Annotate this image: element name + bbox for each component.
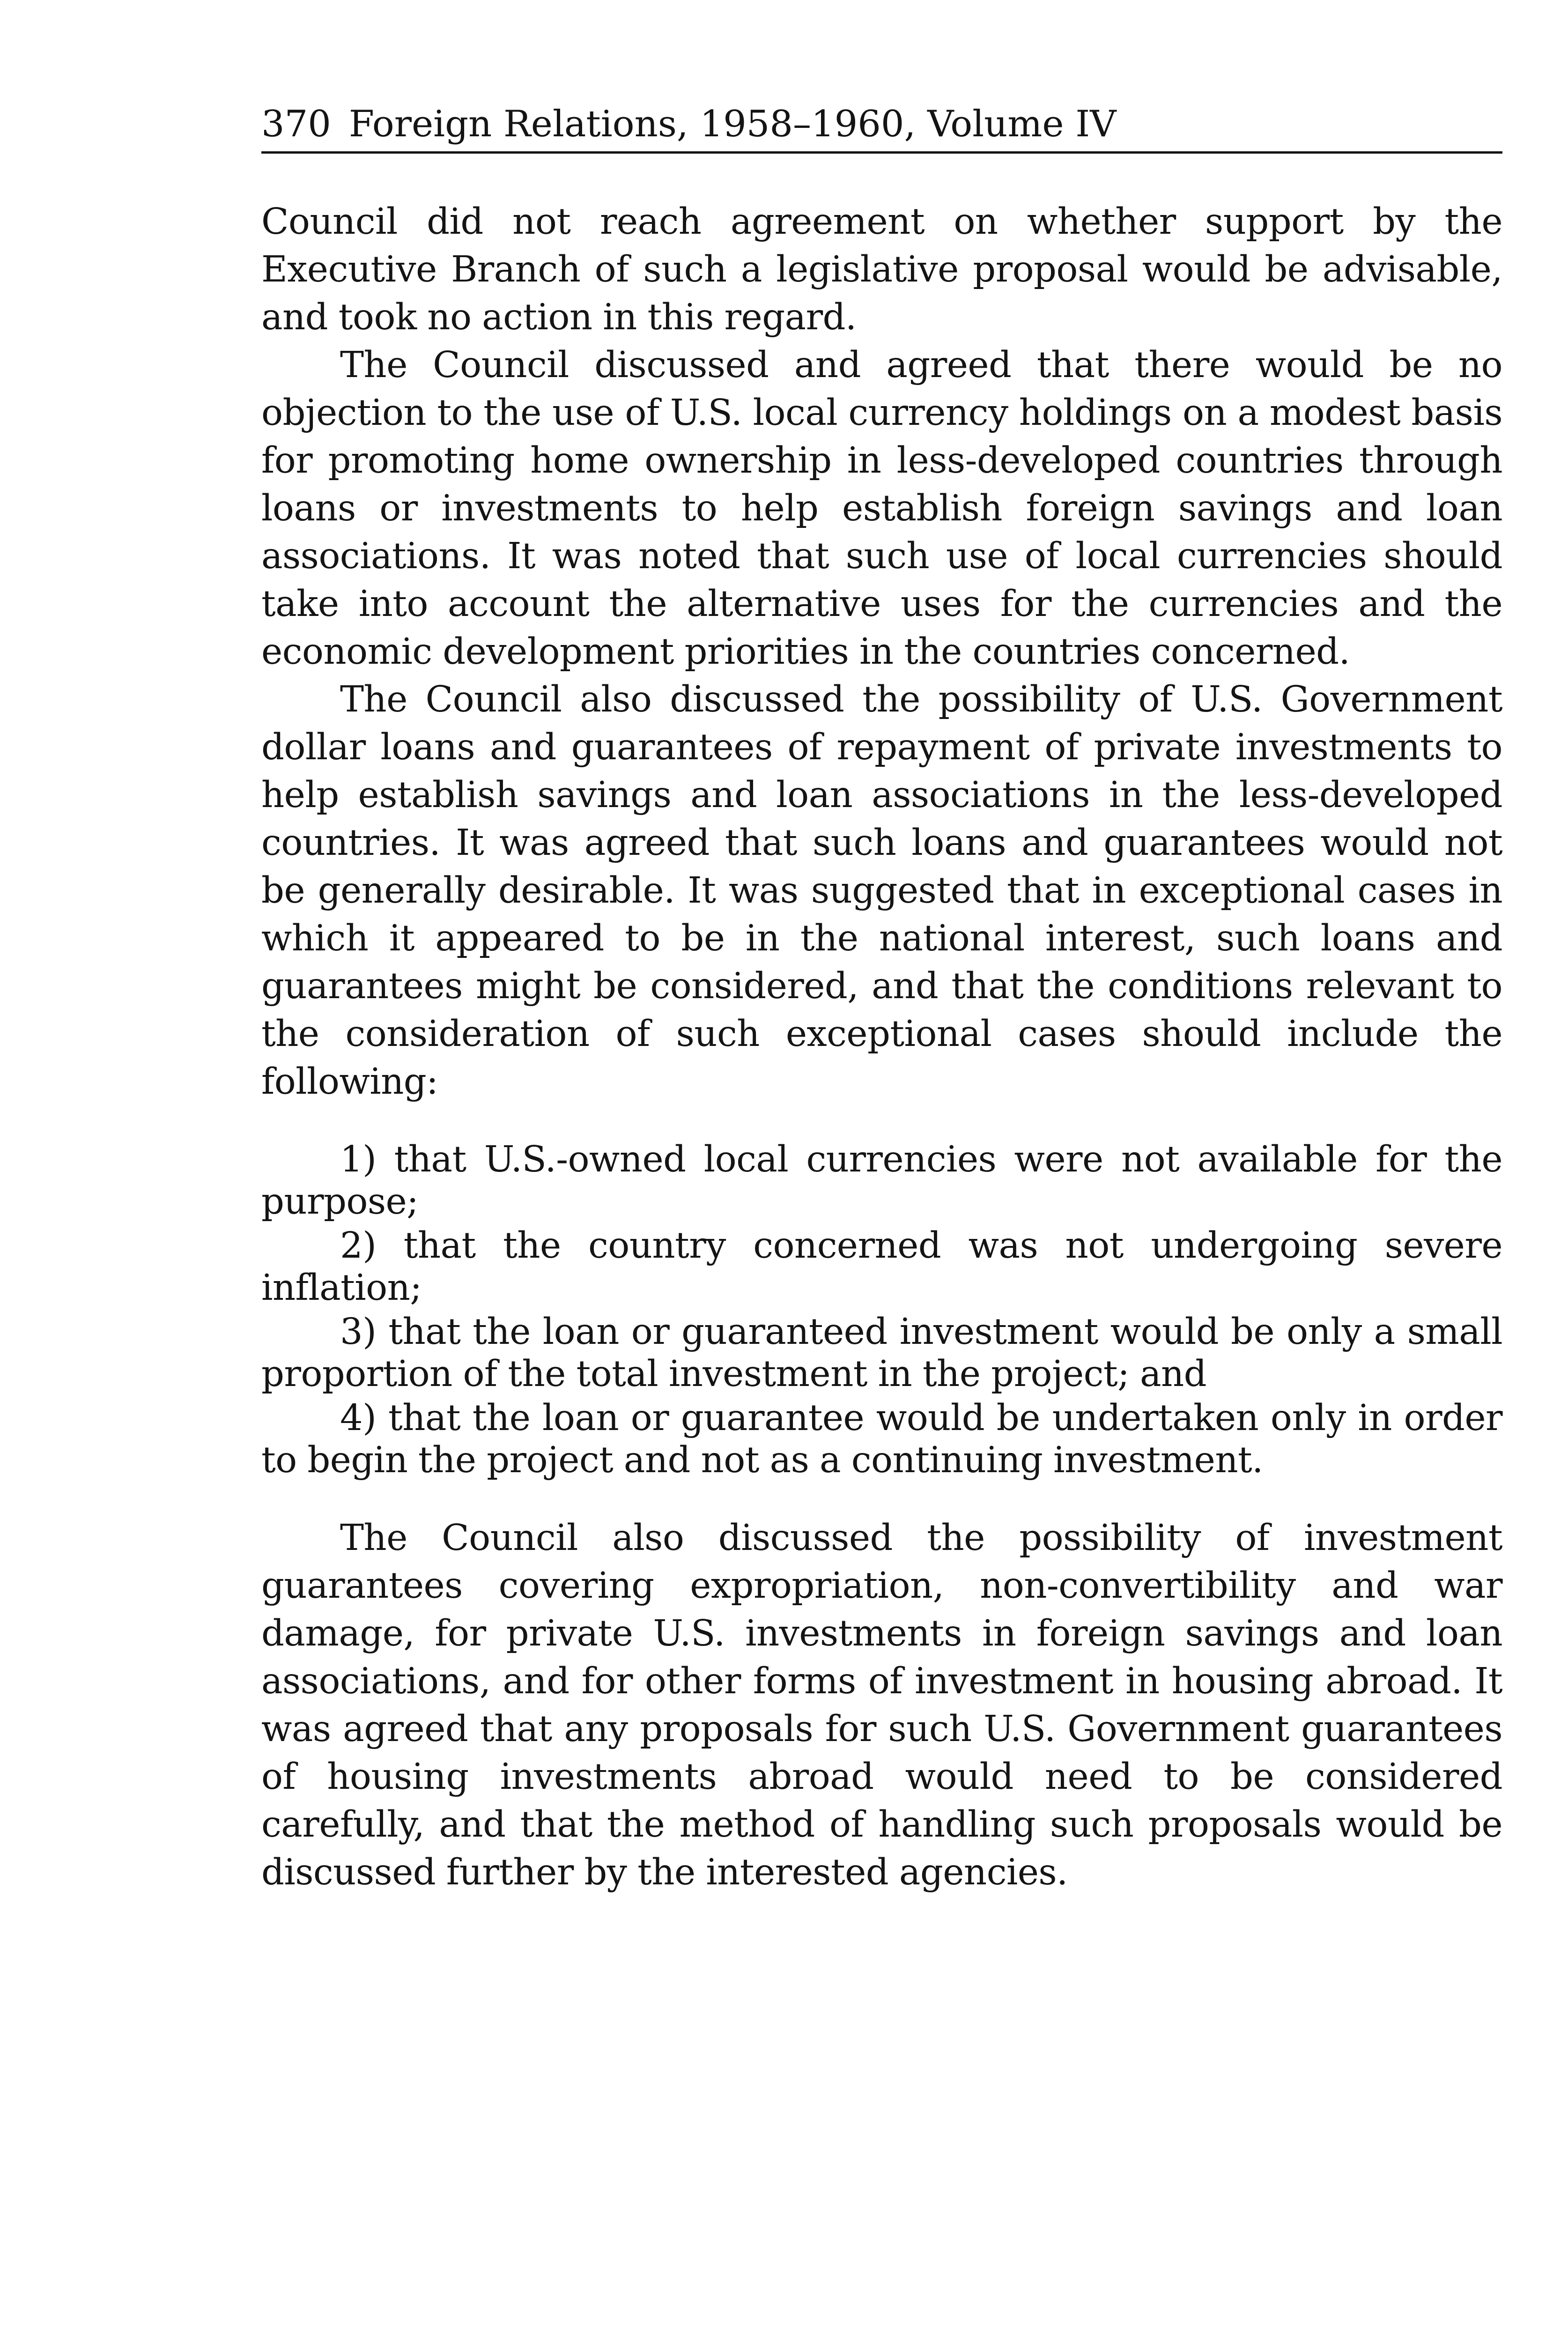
body-text bbox=[261, 198, 1502, 1897]
list-item: 4) that the loan or guarantee would be undertaken only in order to begin the project and not as a continuing investment. bbox=[261, 1397, 1502, 1481]
page-number: 370 bbox=[261, 103, 331, 145]
document-page bbox=[261, 101, 1502, 1897]
paragraph-local-currency: The Council discussed and agreed that there would be no objection to the use of U.S. local currency holdings on a modest basis for promoting home ownership in less-developed countries through loans or investments to help establish foreign savings and loan associations. It was noted that such use of local currencies should take into account the alternative uses for the currencies and the economic development priorities in the countries concerned. bbox=[261, 344, 1502, 673]
paragraph-continued: Council did not reach agreement on whether support by the Executive Branch of such a legislative proposal would be advisable, and took no action in this regard. bbox=[261, 201, 1502, 338]
paragraph-dollar-loans: The Council also discussed the possibility of U.S. Government dollar loans and guarantees of repayment of private investments to help establish savings and loan associations in the less-developed countries. It was agreed that such loans and guarantees would not be generally desirable. It was suggested that in exceptional cases in which it appeared to be in the national interest, such loans and guarantees might be considered, and that the conditions relevant to the consideration of such exceptional cases should include the following: bbox=[261, 679, 1502, 1103]
list-item: 1) that U.S.-owned local currencies were not available for the purpose; bbox=[261, 1139, 1502, 1223]
list-item: 3) that the loan or guaranteed investment would be only a small proportion of the total investment in the project; and bbox=[261, 1311, 1502, 1395]
list-item: 2) that the country concerned was not undergoing severe inflation; bbox=[261, 1225, 1502, 1309]
running-title: Foreign Relations, 1958–1960, Volume IV bbox=[348, 103, 1117, 145]
running-head bbox=[261, 101, 1502, 154]
conditions-list bbox=[261, 1139, 1502, 1482]
paragraph-investment-guarantees: The Council also discussed the possibility of investment guarantees covering expropriation, non-convertibility and war damage, for private U.S. investments in foreign savings and loan associations, and for other forms of investment in housing abroad. It was agreed that any proposals for such U.S. Government guarantees of housing investments abroad would need to be considered carefully, and that the method of handling such proposals would be discussed further by the interested agencies. bbox=[261, 1517, 1502, 1893]
